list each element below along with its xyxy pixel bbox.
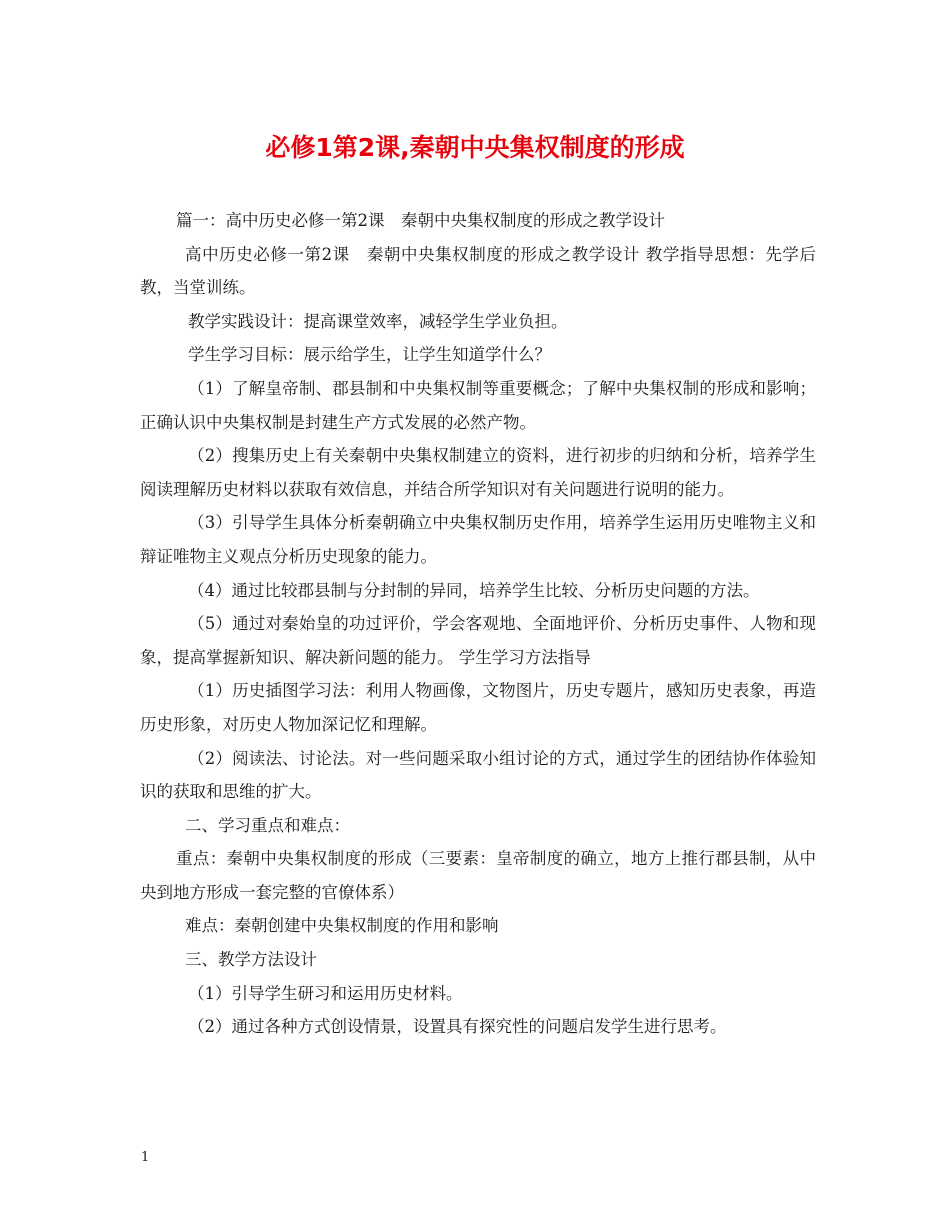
paragraph: （3）引导学生具体分析秦朝确立中央集权制历史作用，培养学生运用历史唯物主义和辩证唯物主义观点分析历史现象的能力。 — [140, 513, 816, 566]
paragraph: （1）历史插图学习法：利用人物画像，文物图片，历史专题片，感知历史表象，再造历史形象，对历史人物加深记忆和理解。 — [140, 681, 816, 734]
page-number: 1 — [141, 1150, 150, 1165]
paragraph: （2）阅读法、讨论法。对一些问题采取小组讨论的方式，通过学生的团结协作体验知识的获取和思维的扩大。 — [140, 748, 816, 802]
paragraph: （1）引导学生研习和运用历史材料。 — [188, 983, 463, 1003]
paragraph: （5）通过对秦始皇的功过评价，学会客观地、全面地评价、分析历史事件、人物和现象，提高掌握新知识、解决新问题的能力。 学生学习方法指导 — [140, 614, 816, 667]
section-heading: 三、教学方法设计 — [185, 950, 317, 970]
paragraph: 高中历史必修一第2课 秦朝中央集权制度的形成之教学设计 教学指导思想：先学后教，当堂训练。 — [140, 244, 816, 298]
section-heading: 二、学习重点和难点： — [185, 815, 350, 835]
paragraph: （2）通过各种方式创设情景，设置具有探究性的问题启发学生进行思考。 — [188, 1017, 727, 1037]
paragraph: 学生学习目标：展示给学生，让学生知道学什么？ — [188, 345, 551, 365]
paragraph: 篇一：高中历史必修一第2课 秦朝中央集权制度的形成之教学设计 — [176, 211, 665, 230]
document-title: 必修1第2课,秦朝中央集权制度的形成 — [265, 133, 685, 162]
paragraph: （2）搜集历史上有关秦朝中央集权制建立的资料，进行初步的归纳和分析，培养学生阅读理解历史材料以获取有效信息，并结合所学知识对有关问题进行说明的能力。 — [140, 446, 816, 499]
document-body — [140, 204, 816, 1044]
paragraph: 难点：秦朝创建中央集权制度的作用和影响 — [185, 916, 499, 936]
paragraph: 重点：秦朝中央集权制度的形成（三要素：皇帝制度的确立，地方上推行郡县制，从中央到地方形成一套完整的官僚体系） — [140, 849, 816, 902]
paragraph: （4）通过比较郡县制与分封制的异同，培养学生比较、分析历史问题的方法。 — [188, 580, 760, 600]
paragraph: （1）了解皇帝制、郡县制和中央集权制等重要概念；了解中央集权制的形成和影响；正确认识中央集权制是封建生产方式发展的必然产物。 — [140, 378, 816, 432]
paragraph: 教学实践设计：提高课堂效率，减轻学生学业负担。 — [188, 311, 568, 331]
